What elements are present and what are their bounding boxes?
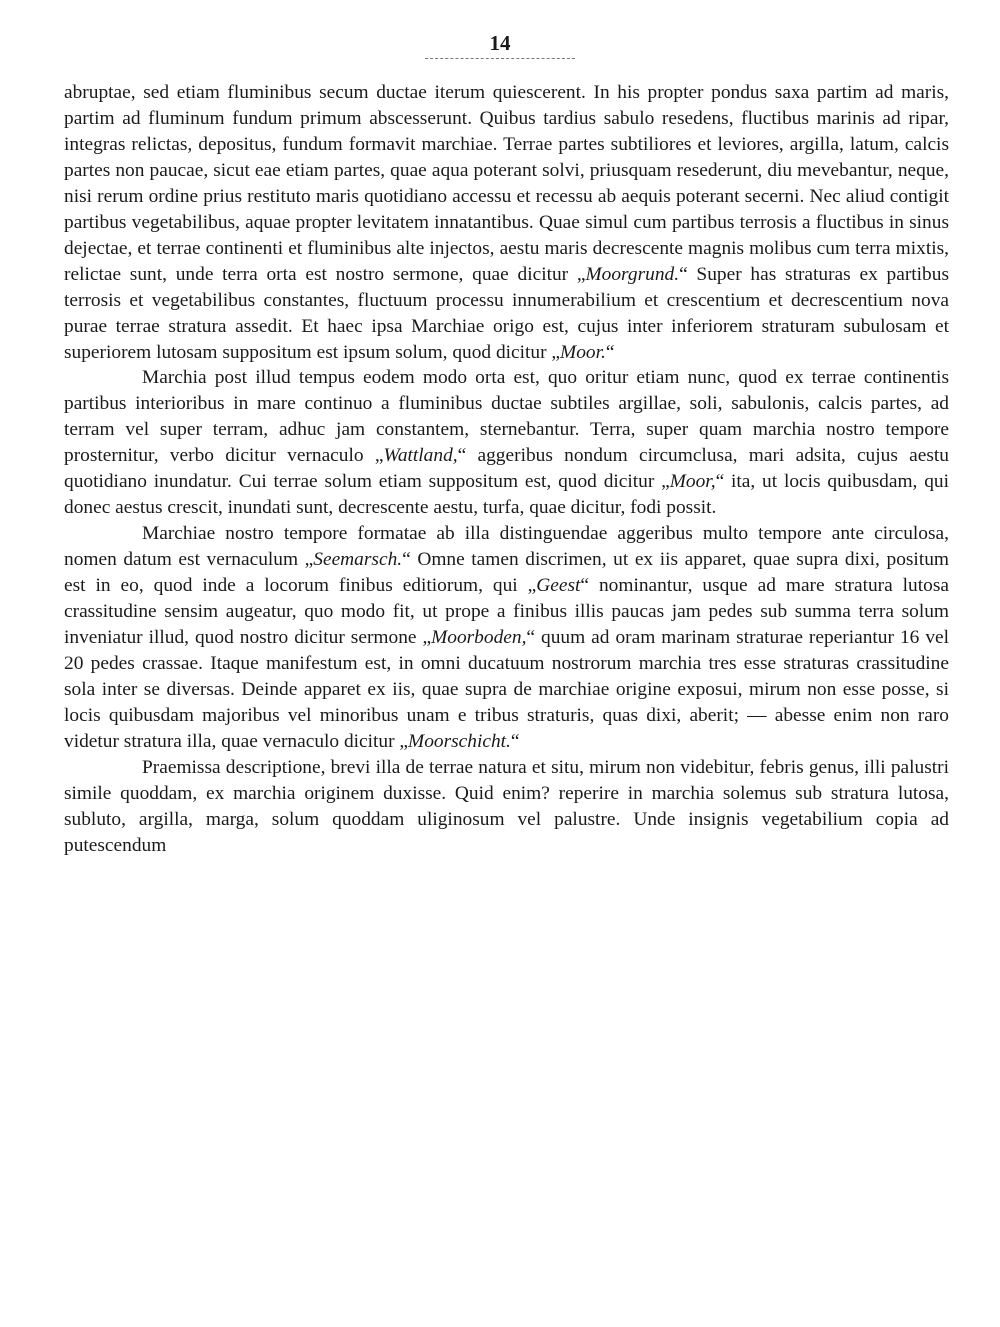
text-segment: Marchia post illud tempus eodem modo orta est, quo oritur etiam nunc, quod ex terrae continentis partibus interioribus in mare continuo a fluminibus ductae subtiles argillae, soli, sabulonis, calcis partes, ad terram vel super terram, adhuc jam constantem, sternebantur. Terra, super quam marchia nostro tempore prosternitur, verbo dicitur vernaculo „ — [64, 367, 949, 467]
italic-term: Moorgrund. — [585, 263, 680, 285]
paragraph-p4 — [64, 755, 949, 859]
italic-term: Geest — [536, 575, 581, 597]
text-segment: “ Omne tamen discrimen, ut ex iis apparet, quae supra dixi, positum est in eo, quod inde a locorum finibus editiorum, qui „ — [64, 549, 949, 597]
text-segment: abruptae, sed etiam fluminibus secum ductae iterum quiescerent. In his propter pondus saxa partim ad maris, partim ad fluminum fundum primum abscesserunt. Quibus tardius sabulo resedens, fluctibus marinis ad ripar, integras relictas, depositus, fundum formavit marchiae. Terrae partes subtiliores et leviores, argilla, latum, calcis partes non paucae, sicut eae etiam partes, quae aqua poterant solvi, priusquam resederunt, diu mevebantur, neque, nisi rerum ordine prius restituto maris quotidiano accessu et recessu ab aequis poterant secerni. Nec aliud contigit partibus vegetabilibus, aquae propter levitatem innatantibus. Quae simul cum partibus terrosis a fluctibus in sinus dejectae, et terrae continenti et fluminibus alte injectos, aestu maris decrescente magnis molibus cum terra mixtis, relictae sunt, unde terra orta est nostro sermone, quae dicitur „ — [64, 82, 949, 285]
paragraph-p2 — [64, 365, 949, 521]
body-text — [64, 80, 949, 859]
page-number: 14 — [489, 31, 511, 55]
paragraph-p1 — [64, 80, 949, 365]
italic-term: Seemarsch. — [313, 549, 403, 571]
header-rule — [425, 58, 575, 59]
text-segment: “ ita, ut locis quibusdam, qui donec aestus crescit, inundati sunt, decrescente aestu, turfa, quae dicitur, fodi possit. — [64, 471, 949, 519]
text-segment: “ aggeribus nondum circumclusa, mari adsita, cujus aestu quotidiano inundatur. Cui terrae solum etiam suppositum est, quod dicitur „ — [64, 445, 949, 493]
text-segment: “ quum ad oram marinam straturae reperiantur 16 vel 20 pedes crassae. Itaque manifestum est, in omni ducatuum nostrorum marchia tres esse straturas crassitudine sola inter se diversas. Deinde apparet ex iis, quae supra de marchiae origine exposui, mirum non esse posse, si locis quibusdam majoribus vel minoribus unam e tribus straturis, quas dixi, aberit; — abesse enim non raro videtur stratura illa, quae vernaculo dicitur „ — [64, 627, 950, 752]
text-segment: Praemissa descriptione, brevi illa de terrae natura et situ, mirum non videbitur, febris genus, illi palustri simile quoddam, ex marchia originem duxisse. Quid enim? reperire in marchia solemus sub stratura lutosa, subluto, argilla, marga, solum quoddam uliginosum vel palustre. Unde insignis vegetabilium copia ad putescendum — [64, 756, 949, 856]
text-segment: “ Super has straturas ex partibus terrosis et vegetabilibus constantes, fluctuum processu innumerabilium et crescentium et decrescentium nova purae terrae stratura assedit. Et haec ipsa Marchiae origo est, cujus inter inferiorem straturam subulosam et superiorem lutosam suppositum est ipsum solum, quod dicitur „ — [64, 263, 949, 363]
text-segment: “ nominantur, usque ad mare stratura lutosa crassitudine sensim augeatur, quo modo fit, ut prope a finibus illis paucas jam pedes sub summa terra solum inveniatur illud, quod nostro dicitur sermone „ — [64, 575, 949, 649]
italic-term: Moorboden, — [431, 627, 527, 649]
paragraph-p3 — [64, 521, 949, 755]
italic-term: Moor. — [560, 341, 606, 363]
italic-term: Wattland, — [383, 445, 458, 467]
italic-term: Moor, — [669, 471, 716, 493]
text-segment: “ — [605, 341, 615, 363]
text-segment: “ — [510, 730, 520, 752]
text-segment: Marchiae nostro tempore formatae ab illa distinguendae aggeribus multo tempore ante circulosa, nomen datum est vernaculum „ — [64, 523, 949, 571]
italic-term: Moorschicht. — [408, 730, 511, 752]
